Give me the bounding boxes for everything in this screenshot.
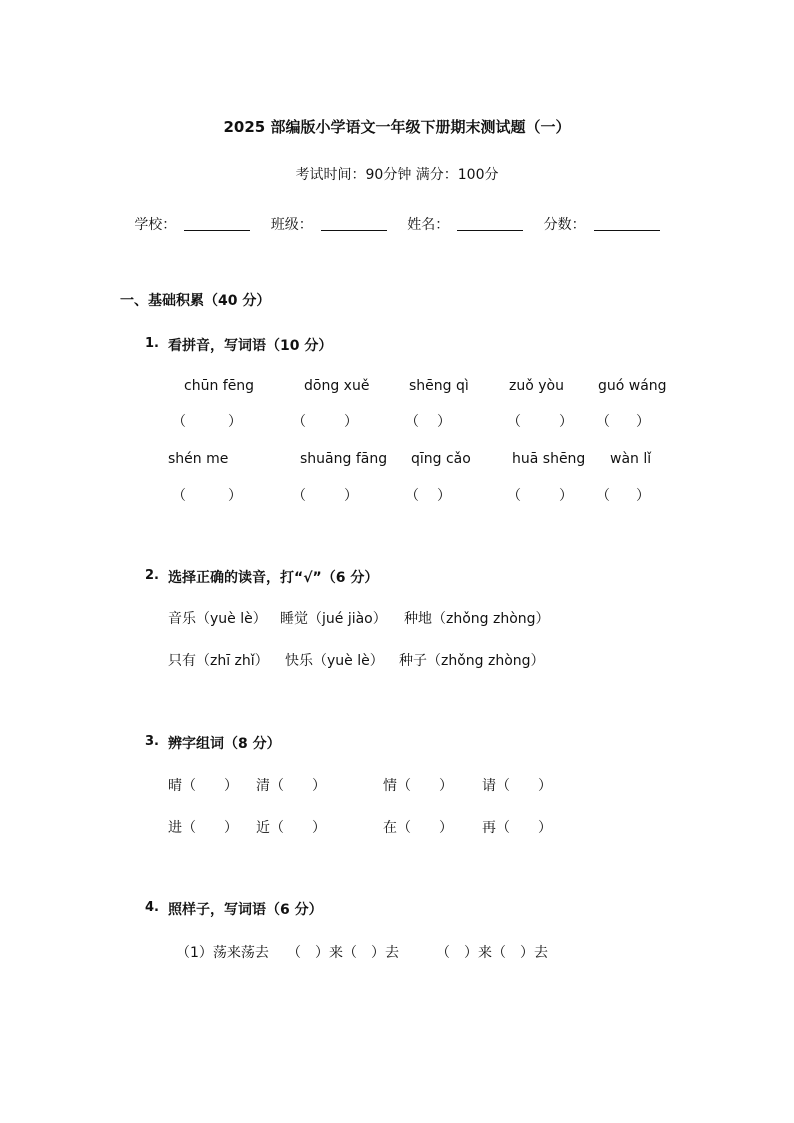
q3-number: 3. [145, 734, 159, 749]
q3-item-6[interactable]: 近（ ） [256, 820, 326, 836]
q1-number: 1. [145, 336, 159, 351]
pinyin-8: qīng cǎo [411, 451, 471, 467]
pinyin-4: zuǒ yòu [509, 378, 564, 394]
score-blank [594, 216, 660, 231]
q3-item-8[interactable]: 再（ ） [482, 820, 552, 836]
exam-info: 考试时间：90分钟 满分：100分 [295, 167, 499, 183]
q3-item-1[interactable]: 晴（ ） [168, 778, 238, 794]
answer-box-4[interactable]: （ ） [507, 414, 585, 430]
name-blank [457, 216, 523, 231]
answer-box-10[interactable]: （ ） [596, 488, 656, 504]
q3-item-4[interactable]: 请（ ） [482, 778, 552, 794]
score-field: 分数： [540, 217, 664, 233]
q3-title: 辨字组词（8 分） [168, 736, 281, 752]
pinyin-10: wàn lǐ [610, 451, 652, 467]
q4-blank-1[interactable]: （ ）来（ ）去 [287, 945, 399, 961]
answer-box-3[interactable]: （ ） [405, 414, 453, 430]
answer-box-2[interactable]: （ ） [292, 414, 370, 430]
name-field: 姓名： [403, 217, 527, 233]
q1-title: 看拼音，写词语（10 分） [168, 338, 333, 354]
answer-box-8[interactable]: （ ） [405, 488, 453, 504]
pinyin-5: guó wáng [598, 378, 667, 394]
q2-number: 2. [145, 568, 159, 583]
answer-box-1[interactable]: （ ） [172, 414, 256, 430]
q4-number: 4. [145, 900, 159, 915]
pinyin-6: shén me [168, 451, 229, 467]
section-1-title: 一、基础积累（40 分） [120, 293, 271, 309]
q2-item-4[interactable]: 只有（zhī zhǐ） [168, 653, 269, 669]
q3-item-5[interactable]: 进（ ） [168, 820, 238, 836]
pinyin-9: huā shēng [512, 451, 586, 467]
pinyin-1: chūn fēng [184, 378, 255, 394]
q2-title: 选择正确的读音，打“√”（6 分） [168, 570, 379, 586]
answer-box-6[interactable]: （ ） [172, 488, 256, 504]
pinyin-2: dōng xuě [304, 378, 370, 394]
q4-title: 照样子，写词语（6 分） [168, 902, 323, 918]
school-blank [184, 216, 250, 231]
class-field: 班级： [267, 217, 391, 233]
q2-item-1[interactable]: 音乐（yuè lè） [168, 611, 267, 627]
q4-blank-2[interactable]: （ ）来（ ）去 [436, 945, 548, 961]
q3-item-3[interactable]: 情（ ） [383, 778, 453, 794]
answer-box-5[interactable]: （ ） [596, 414, 656, 430]
school-field: 学校： [130, 217, 254, 233]
q4-example: （1）荡来荡去 [176, 945, 269, 961]
page-title: 2025 部编版小学语文一年级下册期末测试题（一） [223, 118, 571, 136]
answer-box-9[interactable]: （ ） [507, 488, 585, 504]
q2-item-3[interactable]: 种地（zhǒng zhòng） [404, 611, 550, 627]
q2-item-5[interactable]: 快乐（yuè lè） [285, 653, 384, 669]
pinyin-7: shuāng fāng [300, 451, 388, 467]
answer-box-7[interactable]: （ ） [292, 488, 370, 504]
class-blank [321, 216, 387, 231]
q2-item-2[interactable]: 睡觉（jué jiào） [280, 611, 387, 627]
student-info-line [0, 214, 794, 234]
q2-item-6[interactable]: 种子（zhǒng zhòng） [399, 653, 545, 669]
q3-item-2[interactable]: 清（ ） [256, 778, 326, 794]
q3-item-7[interactable]: 在（ ） [383, 820, 453, 836]
pinyin-3: shēng qì [409, 378, 469, 394]
